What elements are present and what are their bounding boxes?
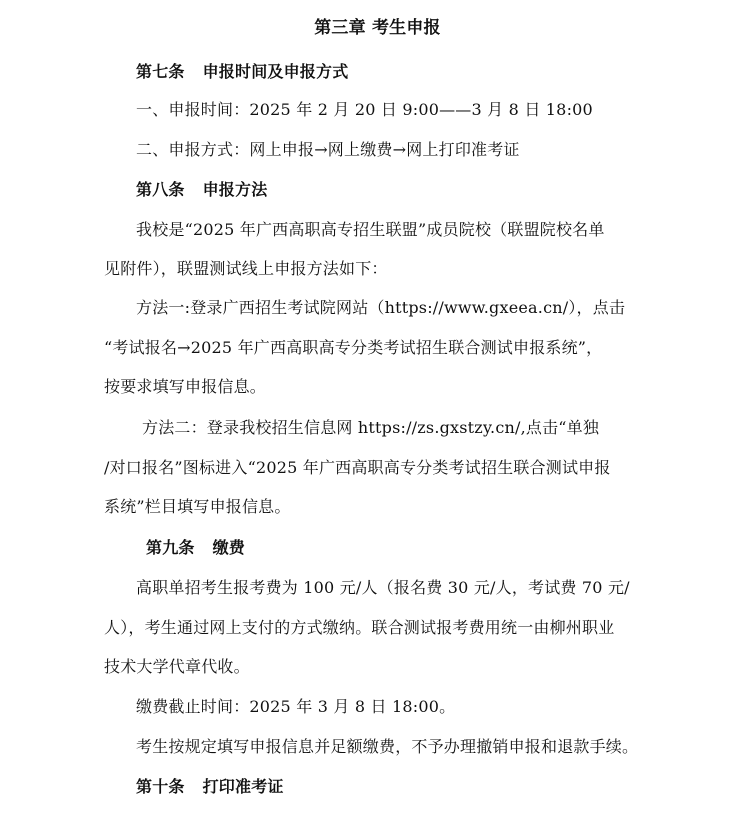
method-2-line: /对口报名”图标进入“2025 年广西高职高专分类考试招生联合测试申报 [104, 458, 611, 477]
method-2-line: 方法二：登录我校招生信息网 https://zs.gxstzy.cn/,点击“单独 [142, 418, 600, 437]
article-8-heading [136, 180, 267, 200]
payment-deadline: 缴费截止时间：2025 年 3 月 8 日 18:00。 [136, 697, 456, 716]
article-9-title: 缴费 [212, 538, 246, 557]
article-9-number: 第九条 [146, 538, 195, 557]
chapter-title: 第三章 考生申报 [314, 18, 441, 38]
article-7-item-1: 一、申报时间：2025 年 2 月 20 日 9:00——3 月 8 日 18:00 [136, 100, 593, 119]
method-2-line: 系统”栏目填写申报信息。 [104, 497, 291, 516]
article-9-paragraph-line: 技术大学代章代收。 [104, 657, 250, 676]
article-10-number: 第十条 [136, 777, 185, 796]
article-8-number: 第八条 [136, 180, 185, 199]
article-10-title: 打印准考证 [202, 777, 284, 796]
article-9-paragraph-line: 人），考生通过网上支付的方式缴纳。联合测试报考费用统一由柳州职业 [104, 618, 615, 637]
method-1-line: 按要求填写申报信息。 [104, 377, 267, 396]
refund-notice: 考生按规定填写申报信息并足额缴费，不予办理撤销申报和退款手续。 [136, 737, 639, 756]
article-9-heading [146, 538, 245, 558]
article-8-paragraph-line: 见附件），联盟测试线上申报方法如下： [104, 259, 388, 278]
article-7-item-2: 二、申报方式：网上申报→网上缴费→网上打印准考证 [136, 140, 520, 159]
article-8-title: 申报方法 [202, 180, 268, 199]
article-10-heading [136, 777, 284, 797]
article-7-number: 第七条 [136, 62, 185, 81]
method-1-line: “考试报名→2025 年广西高职高专分类考试招生联合测试申报系统”， [104, 338, 603, 357]
article-9-paragraph-line: 高职单招考生报考费为 100 元/人（报名费 30 元/人，考试费 70 元/ [136, 578, 630, 597]
article-7-heading [136, 62, 348, 82]
article-8-paragraph-line: 我校是“2025 年广西高职高专招生联盟”成员院校（联盟院校名单 [136, 220, 605, 239]
article-7-title: 申报时间及申报方式 [202, 62, 349, 81]
method-1-line: 方法一:登录广西招生考试院网站（https://www.gxeea.cn/），点击 [136, 298, 626, 317]
